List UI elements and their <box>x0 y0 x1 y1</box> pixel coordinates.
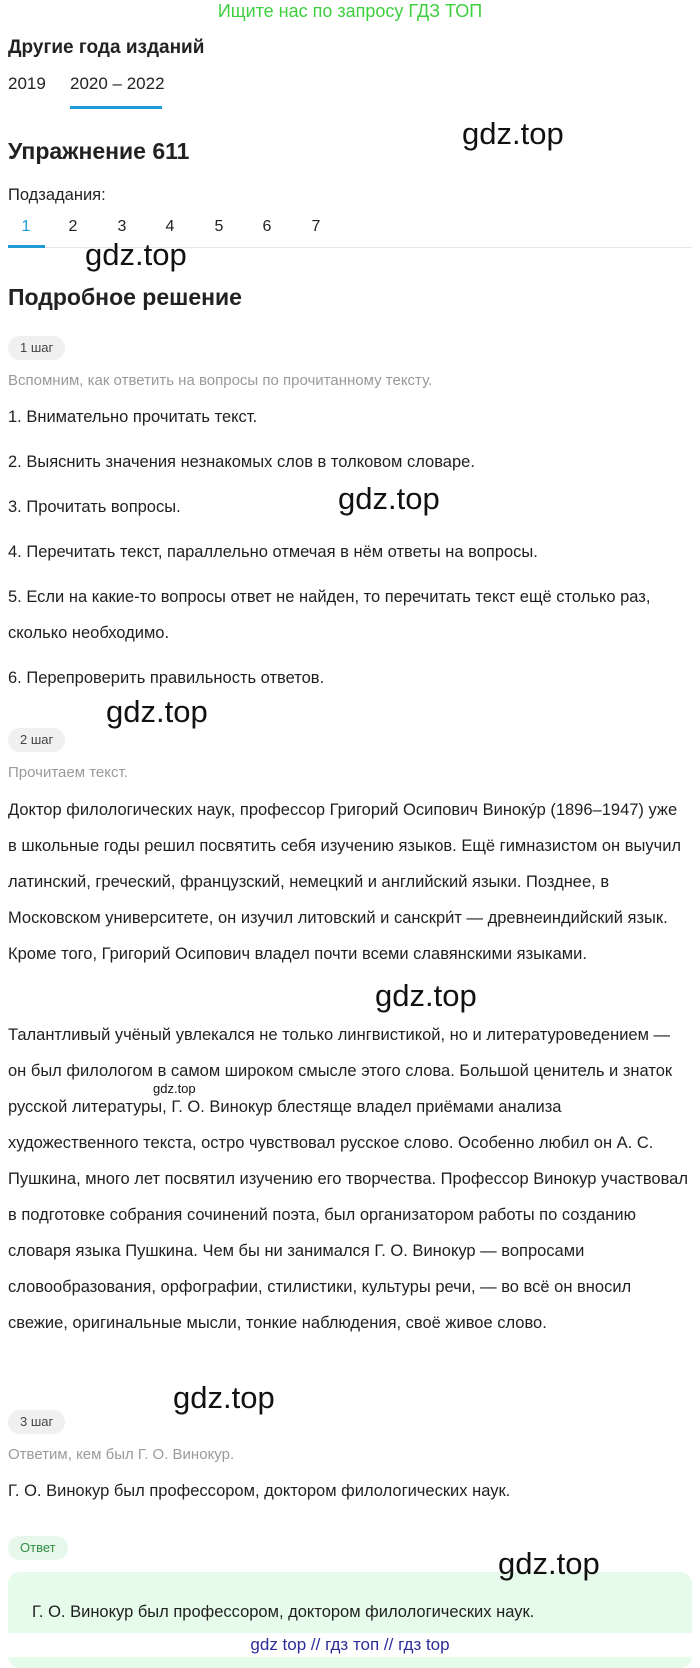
search-banner: Ищите нас по запросу ГДЗ ТОП <box>217 1 483 21</box>
step-2-badge: 2 шаг <box>8 728 65 752</box>
exercise-title: Упражнение 611 <box>8 138 190 164</box>
watermark: gdz.top <box>153 1081 196 1096</box>
watermark: gdz.top <box>85 237 187 272</box>
step-1-item: 6. Перепроверить правильность ответов. <box>8 669 325 687</box>
year-tab-2020-2022[interactable]: 2020 – 2022 <box>70 74 165 93</box>
step-3-badge: 3 шаг <box>8 1410 65 1434</box>
watermark: gdz.top <box>375 978 477 1013</box>
year-tab-2019[interactable]: 2019 <box>8 74 46 93</box>
subtask-tab-3[interactable]: 3 <box>117 218 127 235</box>
year-tab-active-indicator <box>70 106 162 109</box>
subtask-tab-7[interactable]: 7 <box>311 218 321 235</box>
step-1-item: 3. Прочитать вопросы. <box>8 498 181 516</box>
watermark: gdz.top <box>462 116 564 151</box>
step-2-paragraph: Талантливый учёный увлекался не только лингвистикой, но и литературоведением — он был филологом в самом широком смысле этого слова. Большой ценитель и знаток русской литературы, Г. О. Винокур блестяще владел приёмами анализа художественного текста, остро чувствовал русское слово. Особенно любил он А. С. Пушкина, много лет посвятил изучению его творчества. Профессор Винокур участвовал в подготовке собрания сочинений поэта, был организатором работы по созданию словаря языка Пушкина. Чем бы ни занимался Г. О. Винокур — вопросами словообразования, орфографии, стилистики, культуры речи, — во всё он вносил свежие, оригинальные мысли, тонкие наблюдения, своё живое слово. <box>8 1026 688 1332</box>
step-1-item: 4. Перечитать текст, параллельно отмечая в нём ответы на вопросы. <box>8 543 538 561</box>
subtask-tab-2[interactable]: 2 <box>68 218 78 235</box>
watermark: gdz.top <box>338 481 440 516</box>
solution-title: Подробное решение <box>8 284 242 310</box>
editions-title: Другие года изданий <box>8 37 205 58</box>
subtask-active-indicator <box>8 245 45 248</box>
step-2-hint: Прочитаем текст. <box>8 764 128 781</box>
subtask-tab-6[interactable]: 6 <box>262 218 272 235</box>
step-3-hint: Ответим, кем был Г. О. Винокур. <box>8 1446 235 1463</box>
answer-badge: Ответ <box>8 1536 68 1560</box>
step-1-item: 1. Внимательно прочитать текст. <box>8 408 258 426</box>
subtask-tab-4[interactable]: 4 <box>165 218 175 235</box>
subtask-tab-5[interactable]: 5 <box>214 218 224 235</box>
step-2-paragraph: Доктор филологических наук, профессор Григорий Осипович Винокýр (1896–1947) уже в школьные годы решил посвятить себя изучению языков. Ещё гимназистом он выучил латинский, греческий, французский, немецкий и английский языки. Позднее, в Московском университете, он изучил литовский и санскри́т — древнеиндийский язык. Кроме того, Григорий Осипович владел почти всеми славянскими языками. <box>8 801 682 963</box>
answer-text: Г. О. Винокур был профессором, доктором филологических наук. <box>32 1603 535 1621</box>
step-3-text: Г. О. Винокур был профессором, доктором филологических наук. <box>8 1482 511 1500</box>
step-1-item: 5. Если на какие-то вопросы ответ не найден, то перечитать текст ещё столько раз, сколько необходимо. <box>8 588 651 642</box>
step-1-badge: 1 шаг <box>8 336 65 360</box>
subtasks-label: Подзадания: <box>8 186 106 204</box>
watermark: gdz.top <box>173 1380 275 1415</box>
watermark: gdz.top <box>498 1546 600 1581</box>
watermark: gdz.top <box>106 694 208 729</box>
step-1-item: 2. Выяснить значения незнакомых слов в толковом словаре. <box>8 453 475 471</box>
footer-links: gdz top // гдз топ // гдз top <box>0 1633 700 1657</box>
step-1-hint: Вспомним, как ответить на вопросы по прочитанному тексту. <box>8 372 433 389</box>
subtask-tab-1[interactable]: 1 <box>21 218 31 235</box>
